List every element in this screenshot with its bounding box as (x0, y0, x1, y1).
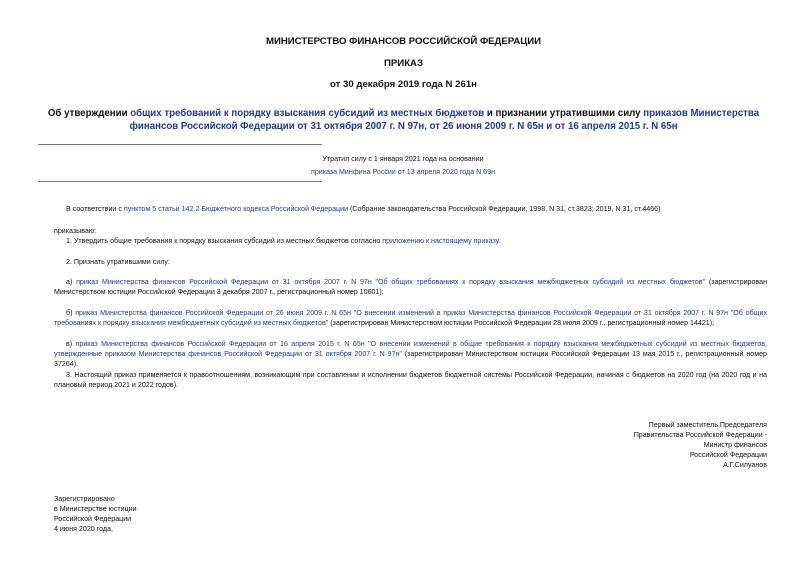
item-2b-text-1: б) (66, 309, 76, 317)
registration-line-4: 4 июня 2020 года, (54, 525, 113, 533)
document-type: ПРИКАЗ (384, 58, 423, 69)
status-link[interactable]: приказа Минфина России от 13 апреля 2020 года N 69н (310, 168, 495, 176)
item-2c-text-2: (зарегистрирован Министерством юстиции Российской Федерации 13 мая 2015 г., регистрационный номер 37264). (54, 350, 767, 368)
item-1-text-2: . (498, 237, 501, 245)
status-divider-top (38, 144, 322, 145)
ministry-heading: МИНИСТЕРСТВО ФИНАНСОВ РОССИЙСКОЙ ФЕДЕРАЦИИ (265, 36, 542, 47)
item-2b (54, 308, 767, 328)
title-link-requirements[interactable]: общих требований к порядку взыскания субсидий из местных бюджетов (130, 108, 485, 119)
registration-line-1: Зарегистрировано (54, 495, 115, 503)
item-1 (54, 236, 767, 246)
item-1-text-1: 1. Утвердить общие требования к порядку взыскания субсидий из местных бюджетов согласно (66, 237, 383, 245)
status-text: Утратил силу с 1 января 2021 года на основании (322, 155, 484, 163)
item-2c-text-1: в) (66, 340, 76, 348)
title-link-orders[interactable]: приказов Министерства финансов Российской Федерации от 31 октября 2007 г. N 97н, от 26 июня 2009 г. N 65н и от 16 апреля 2015 г. N 65н (129, 108, 760, 132)
document-title (40, 107, 767, 133)
signature-line-1: Первый заместитель Председателя (648, 421, 767, 429)
status-line-link (38, 167, 768, 177)
preamble-text-1: В соответствии с (66, 205, 124, 213)
item-2a-text-1: а) (66, 278, 77, 286)
registration-block (54, 494, 254, 534)
signature-line-2: Правительства Российской Федерации - (633, 431, 767, 439)
signature-block (507, 420, 767, 470)
document-date-number: от 30 декабря 2019 года N 261н (330, 79, 477, 90)
item-2: 2. Признать утратившими силу: (66, 258, 170, 266)
title-prefix: Об утверждении (47, 108, 131, 119)
item-2a-link[interactable]: приказ Министерства финансов Российской Федерации от 31 октября 2007 г. N 97н "Об общих требованиях к порядку взыскания межбюджетных субсидий из местных бюджетов" (76, 278, 706, 286)
registration-line-3: Российской Федерации (54, 515, 132, 523)
item-2c (54, 339, 767, 369)
signature-line-5: А.Г.Силуанов (723, 461, 767, 469)
item-2b-text-2: (зарегистрирован Министерством юстиции Российской Федерации 28 июля 2009 г., регистрационный номер 14421); (328, 319, 715, 327)
item-2a-text-2: (зарегистрирован Министерством юстиции Российской Федерации 3 декабря 2007 г., регистрационный номер 10601); (54, 278, 768, 296)
order-word: приказываю: (54, 227, 97, 235)
preamble-text-2: (Собрание законодательства Российской Федерации, 1998, N 31, ст.3823; 2019, N 31, ст.4466) (348, 205, 661, 213)
status-divider-bottom (38, 181, 322, 182)
item-3: 3. Настоящий приказ применяется к правоотношениям, возникающим при составлении и исполнении бюджетов бюджетной системы Российской Федерации, начиная с бюджетов на 2020 год (на 2020 год и на плановый период 2021 и 2022 годов). (54, 371, 767, 389)
signature-line-4: Российской Федерации (689, 451, 767, 459)
preamble-link[interactable]: пунктом 5 статьи 142.2 Бюджетного кодекса Российской Федерации (123, 205, 349, 213)
signature-line-3: Министр финансов (703, 441, 767, 449)
item-2b-link[interactable]: приказ Министерства финансов Российской Федерации от 26 июня 2009 г. N 65н "О внесении изменений в приказ Министерства финансов Российской Федерации от 31 октября 2007 г. N 97н "Об общих требованиях к порядку взыскания межбюджетных субсидий из местных бюджетов" (54, 309, 767, 327)
registration-line-2: в Министерстве юстиции (54, 505, 137, 513)
item-1-link[interactable]: приложению к настоящему приказу (382, 237, 499, 245)
title-middle: и признании утратившими силу (484, 108, 644, 119)
item-2c-link[interactable]: приказ Министерства финансов Российской Федерации от 16 апреля 2015 г. N 65н "О внесении изменений в общие требования к порядку взыскания межбюджетных субсидий из местных бюджетов, утвержденные приказом Министерства финансов Российской Федерации от 31 октября 2007 г. N 97н" (54, 340, 767, 358)
item-2a (54, 277, 767, 297)
preamble (54, 204, 767, 214)
